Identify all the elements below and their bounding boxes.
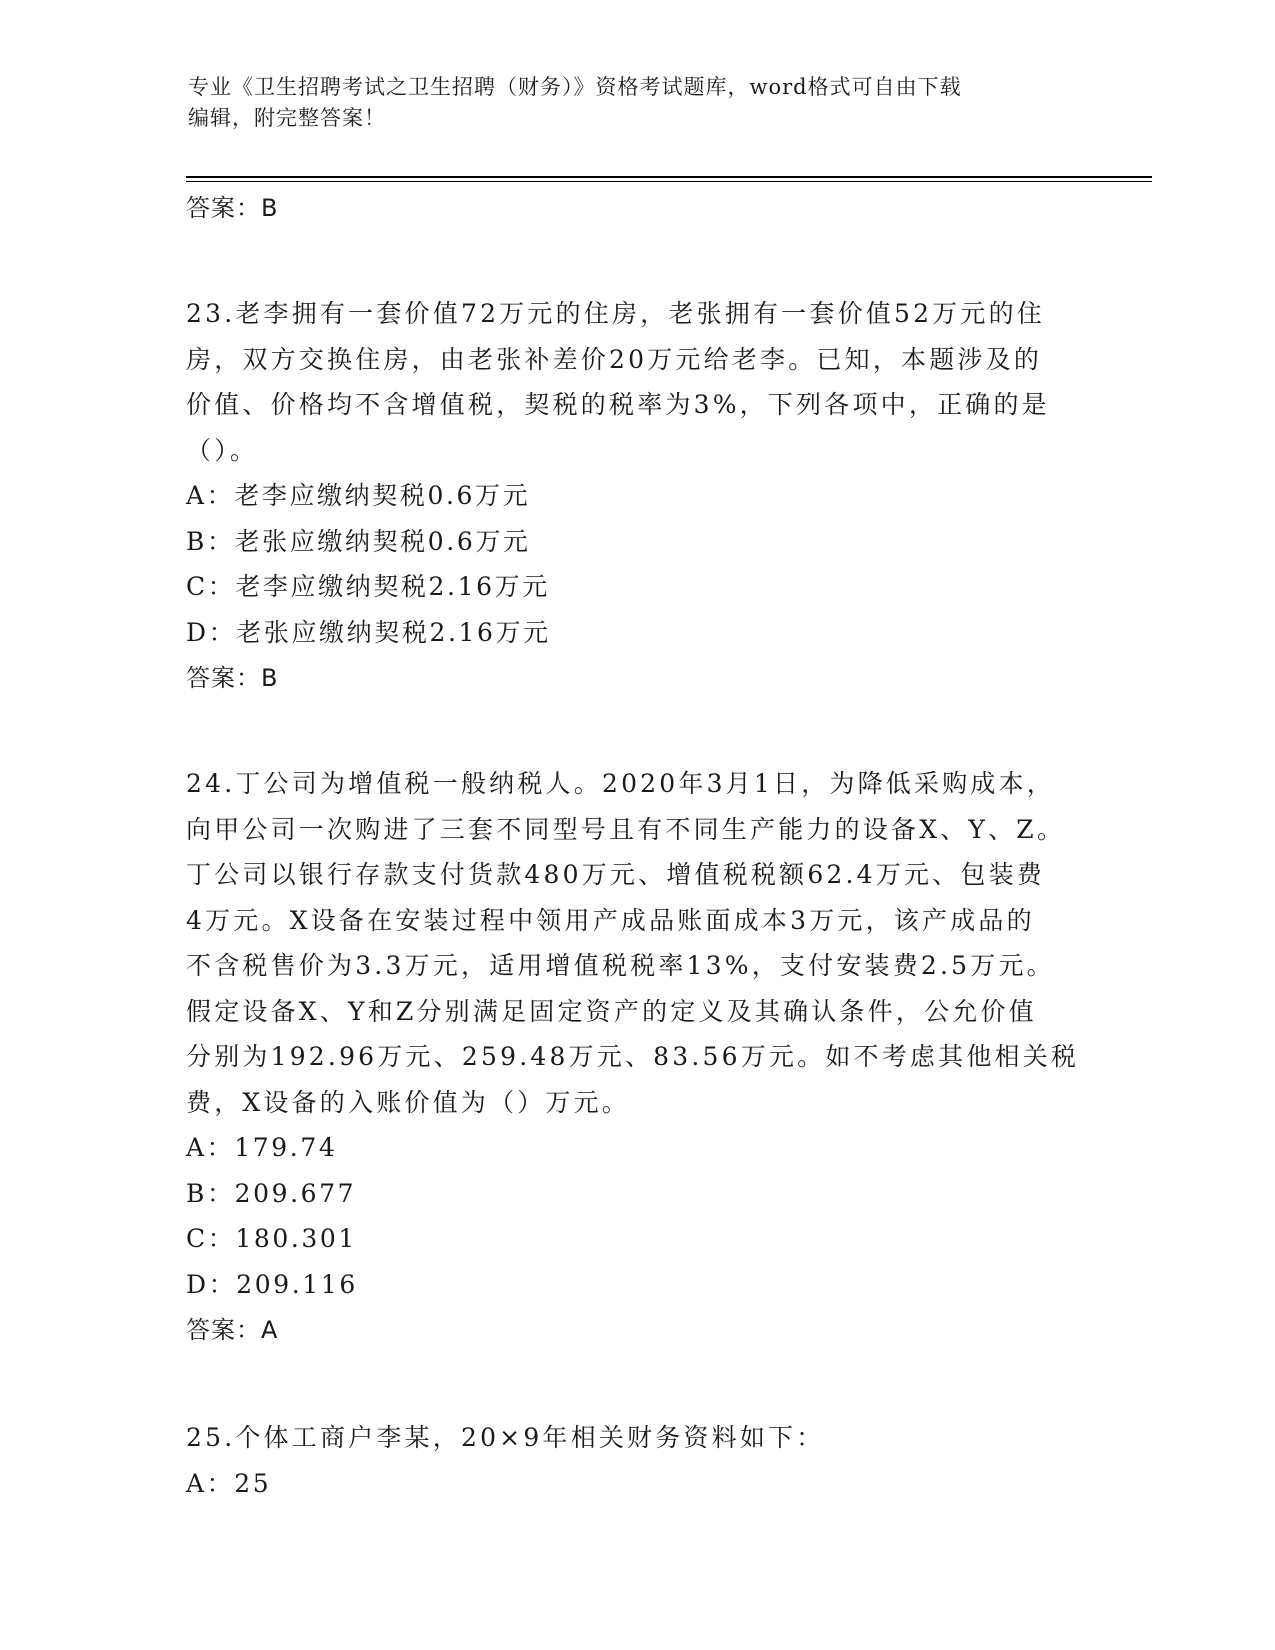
option-c: C：老李应缴纳契税2.16万元 [186,572,550,601]
question-text-line: 假定设备X、Y和Z分别满足固定资产的定义及其确认条件，公允价值 [186,996,1037,1026]
answer-23: 答案：B [186,664,279,692]
question-text-line: 分别为192.96万元、259.48万元、83.56万元。如不考虑其他相关税 [186,1042,1080,1071]
answer-previous: 答案：B [186,194,279,222]
question-25 [186,1415,1076,1506]
option-b: B：老张应缴纳契税0.6万元 [186,526,531,556]
question-text-line: 23.老李拥有一套价值72万元的住房，老张拥有一套价值52万元的住 [186,299,1045,328]
question-text-line: 丁公司以银行存款支付货款480万元、增值税税额62.4万元、包装费 [186,860,1045,889]
question-text-line: 价值、价格均不含增值税，契税的税率为3%，下列各项中，正确的是 [186,390,1050,419]
question-24 [186,761,1080,1353]
question-text-line: 费，X设备的入账价值为（）万元。 [186,1087,630,1117]
option-c: C：180.301 [186,1224,357,1253]
answer-24: 答案：A [186,1316,279,1344]
option-a: A：老李应缴纳契税0.6万元 [186,481,531,510]
header-line-2: 编辑，附完整答案！ [188,106,386,130]
option-b: B：209.677 [186,1178,357,1208]
question-text-line: 向甲公司一次购进了三套不同型号且有不同生产能力的设备X、Y、Z。 [186,814,1066,844]
header-rule-thick [186,176,1152,178]
option-a: A：25 [186,1468,272,1498]
option-d: D：209.116 [186,1269,358,1299]
question-text-line: 房，双方交换住房，由老张补差价20万元给老李。已知，本题涉及的 [186,344,1043,374]
header-rule-thin [186,181,1152,182]
page-header [188,72,1088,134]
question-text-line: 25.个体工商户李某，20×9年相关财务资料如下： [186,1423,825,1452]
option-a: A：179.74 [186,1133,338,1162]
spacer [186,1353,1076,1415]
question-text-line: 不含税售价为3.3万元，适用增值税税率13%，支付安装费2.5万元。 [186,951,1055,980]
question-23 [186,291,1076,701]
header-line-1: 专业《卫生招聘考试之卫生招聘（财务）》资格考试题库，word格式可自由下载 [188,75,962,99]
question-text-line: 4万元。X设备在安装过程中领用产成品账面成本3万元，该产成品的 [186,905,1035,935]
option-d: D：老张应缴纳契税2.16万元 [186,617,551,647]
spacer [186,231,1076,291]
question-text-line: （）。 [186,435,259,465]
question-content [186,185,1080,1506]
question-text-line: 24.丁公司为增值税一般纳税人。2020年3月1日，为降低采购成本， [186,769,1055,798]
spacer [186,701,1076,761]
